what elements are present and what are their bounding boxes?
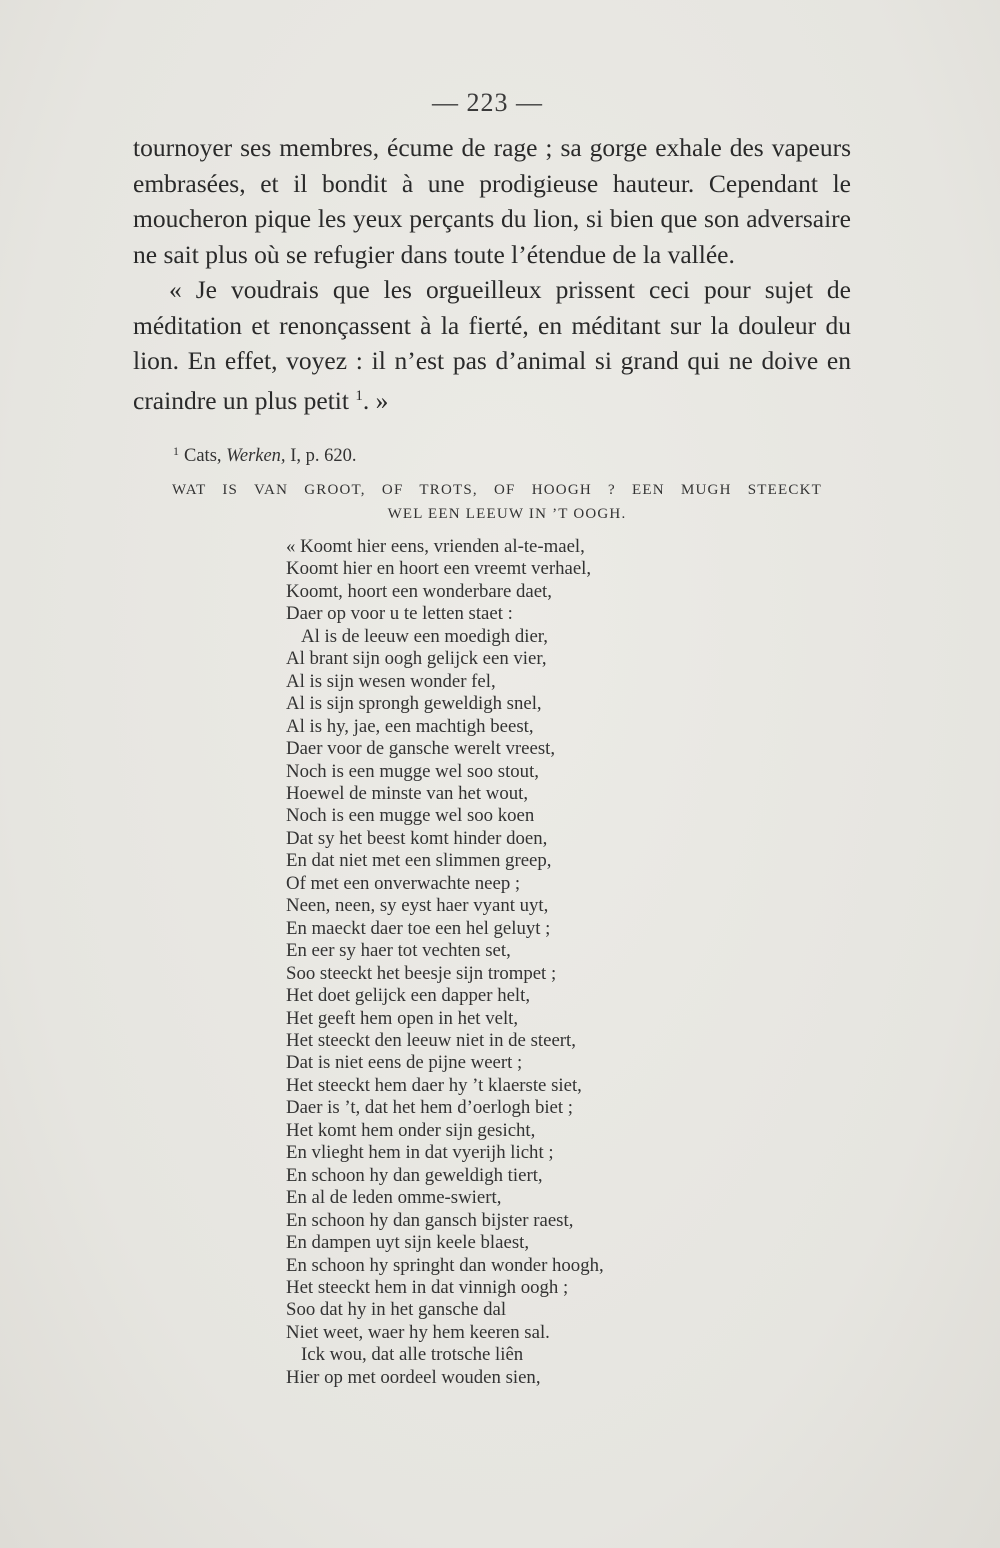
poem-line: « Koomt hier eens, vrienden al-te-mael,	[286, 536, 585, 557]
footnote-reference: 1	[355, 387, 363, 404]
poem-line: En schoon hy dan geweldigh tiert,	[286, 1164, 543, 1186]
poem-line: Al is de leeuw een moedigh dier,	[301, 625, 548, 647]
poem-line: Soo dat hy in het gansche dal	[286, 1299, 507, 1321]
main-text	[133, 130, 851, 418]
poem-line: Daer voor de gansche werelt vreest,	[286, 738, 556, 760]
poem-line: Noch is een mugge wel soo stout,	[286, 760, 539, 782]
poem-line: En al de leden omme-swiert,	[286, 1187, 502, 1209]
poem-line: Het komt hem onder sijn gesicht,	[286, 1119, 536, 1141]
poem-line: Hoewel de minste van het wout,	[286, 782, 529, 804]
poem-line: Ick wou, dat alle trotsche liên	[301, 1344, 524, 1366]
page-number: — 223 —	[432, 88, 543, 117]
poem-line: Het doet gelijck een dapper helt,	[286, 985, 531, 1007]
poem-line: Niet weet, waer hy hem keeren sal.	[286, 1321, 550, 1343]
poem-line: Het steeckt hem in dat vinnigh oogh ;	[286, 1276, 569, 1298]
poem-line: En vlieght hem in dat vyerijh licht ;	[286, 1142, 554, 1164]
poem-line: Koomt, hoort een wonderbare daet,	[286, 580, 552, 602]
poem-line: En dampen uyt sijn keele blaest,	[286, 1232, 530, 1254]
poem-line: Het geeft hem open in het velt,	[286, 1007, 519, 1029]
poem-line: Hier op met oordeel wouden sien,	[286, 1366, 541, 1388]
poem-line: Of met een onverwachte neep ;	[286, 872, 521, 894]
poem-line: Dat sy het beest komt hinder doen,	[286, 827, 548, 849]
poem-line: En schoon hy dan gansch bijster raest,	[286, 1209, 574, 1231]
paragraph-2	[133, 272, 851, 418]
footnote-ref: I, p. 620.	[285, 446, 357, 466]
poem-line: Noch is een mugge wel soo koen	[286, 805, 535, 827]
poem-line: Al is sijn sprongh geweldigh snel,	[286, 693, 542, 715]
poem-line: Daer is ’t, dat het hem d’oerlogh biet ;	[286, 1097, 574, 1119]
poem-line: Het steeckt den leeuw niet in de steert,	[286, 1029, 576, 1051]
poem-line: Koomt hier en hoort een vreemt verhael,	[286, 558, 592, 580]
poem-line: En dat niet met een slimmen greep,	[286, 850, 552, 872]
footnote-work: Werken,	[226, 446, 286, 466]
footnote-author: Cats,	[184, 446, 227, 466]
poem-line: Het steeckt hem daer hy ’t klaerste siet,	[286, 1074, 582, 1096]
footnote-mark: 1	[173, 444, 179, 458]
poem-line: Dat is niet eens de pijne weert ;	[286, 1052, 523, 1074]
poem-line: Al is hy, jae, een machtigh beest,	[286, 715, 534, 737]
footnote	[173, 444, 356, 467]
paragraph-2-end: . »	[362, 385, 389, 415]
paragraph-2-text: « Je voudrais que les orgueilleux prissent ceci pour sujet de méditation et renonçassent à la fierté, en méditant sur la douleur du lion. En effet, voyez : il n’est pas d’animal si grand qui ne doive en craindre un plus petit	[133, 275, 851, 415]
poem-line: En schoon hy springht dan wonder hoogh,	[286, 1254, 604, 1276]
poem-title-line-1: WAT IS VAN GROOT, OF TROTS, OF HOOGH ? EEN MUGH STEECKT	[172, 482, 822, 498]
poem-line: Al brant sijn oogh gelijck een vier,	[286, 648, 547, 670]
poem-line: En maeckt daer toe een hel geluyt ;	[286, 917, 551, 939]
poem-line: En eer sy haer tot vechten set,	[286, 940, 511, 962]
poem-line: Daer op voor u te letten staet :	[286, 603, 513, 625]
poem-title-line-2: WEL EEN LEEUW IN ’T OOGH.	[387, 506, 627, 522]
poem	[286, 536, 604, 1389]
poem-title	[172, 478, 822, 526]
poem-line: Soo steeckt het beesje sijn trompet ;	[286, 962, 557, 984]
poem-line: Al is sijn wesen wonder fel,	[286, 670, 496, 692]
poem-line: Neen, neen, sy eyst haer vyant uyt,	[286, 895, 549, 917]
paragraph-1: tournoyer ses membres, écume de rage ; sa gorge exhale des vapeurs embrasées, et il bondit à une prodigieuse hauteur. Cependant le moucheron pique les yeux perçants du lion, si bien que son adversaire ne sait plus où se refugier dans toute l’étendue de la vallée.	[133, 133, 851, 269]
